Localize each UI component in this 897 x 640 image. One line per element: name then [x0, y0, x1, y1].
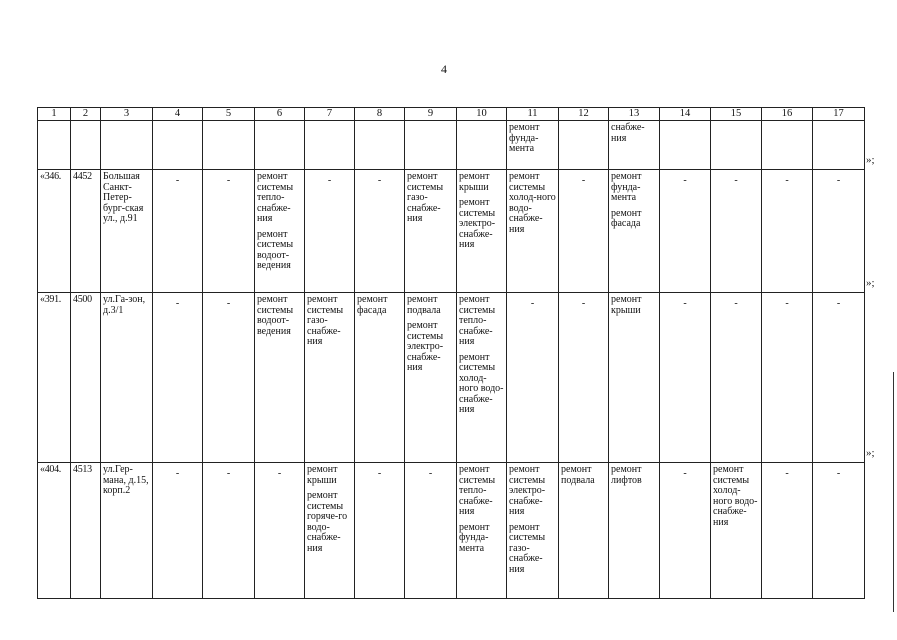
table-cell [101, 121, 153, 170]
cell-text: ремонт системы газо-снабже-ния [407, 171, 444, 224]
table-cell [355, 121, 405, 170]
cell-text: ул.Га-зон, д.3/1 [103, 294, 146, 316]
column-header: 3 [101, 108, 153, 121]
cell-text: 4500 [73, 294, 92, 305]
column-header: 6 [255, 108, 305, 121]
table-row [38, 293, 865, 463]
table-cell [38, 293, 71, 463]
table-cell [609, 121, 660, 170]
cell-text: 4452 [73, 171, 92, 182]
cell-text: - [683, 175, 687, 186]
table-cell [203, 170, 255, 293]
column-header: 14 [660, 108, 711, 121]
cell-text: - [836, 468, 841, 479]
cell-text: - [581, 298, 586, 309]
column-header: 2 [71, 108, 101, 121]
table-cell [305, 463, 355, 599]
cell-text: ремонт системы электро-снабже-ния [509, 464, 546, 517]
table-cell [762, 170, 813, 293]
closing-quote: »; [866, 276, 875, 289]
table-cell [457, 463, 507, 599]
table-cell [559, 293, 609, 463]
cell-text: - [377, 468, 382, 479]
column-header: 15 [711, 108, 762, 121]
table-cell [762, 463, 813, 599]
column-header: 1 [38, 108, 71, 121]
table-cell [660, 293, 711, 463]
table-cell [559, 463, 609, 599]
table-cell [305, 170, 355, 293]
closing-quote: »; [866, 446, 875, 459]
cell-text: ремонт системы водоот-ведения [257, 228, 294, 271]
cell-text: ул.Гер-мана, д.15, корп.2 [103, 464, 149, 496]
cell-text: «404. [40, 464, 62, 475]
table-cell [203, 463, 255, 599]
table-row [38, 170, 865, 293]
cell-text: - [581, 175, 586, 186]
cell-text: - [836, 298, 841, 309]
column-header: 17 [813, 108, 865, 121]
table-cell [405, 170, 457, 293]
table-cell [305, 121, 355, 170]
cell-text: ремонт фунда-мента [611, 171, 642, 203]
table-cell [255, 121, 305, 170]
cell-text: - [683, 298, 687, 309]
cell-text: ремонт системы тепло-снабже-ния [459, 294, 496, 347]
cell-text: ремонт системы горяче-го водо-снабже-ния [307, 490, 348, 554]
table-cell [101, 463, 153, 599]
table-cell [71, 463, 101, 599]
cell-text: ремонт системы электро-снабже-ния [459, 197, 496, 250]
table-cell [711, 463, 762, 599]
table-cell [660, 170, 711, 293]
cell-text: - [377, 175, 382, 186]
cell-text: ремонт системы тепло-снабже-ния [459, 464, 496, 517]
table-cell [255, 463, 305, 599]
cell-text: - [785, 468, 789, 479]
cell-text: «346. [40, 171, 62, 182]
cell-text: 4513 [73, 464, 92, 475]
column-header: 16 [762, 108, 813, 121]
table-cell [355, 293, 405, 463]
table-row [38, 121, 865, 170]
table-cell [255, 170, 305, 293]
table-cell [203, 293, 255, 463]
table-cell [38, 121, 71, 170]
table-cell [559, 170, 609, 293]
table-cell [813, 121, 865, 170]
table-cell [609, 463, 660, 599]
table-cell [762, 293, 813, 463]
table-cell [559, 121, 609, 170]
table-cell [71, 170, 101, 293]
cell-text: ремонт фасада [611, 207, 642, 229]
cell-text: ремонт системы водоот-ведения [257, 294, 294, 337]
cell-text: ремонт фунда-мента [459, 521, 490, 554]
cell-text: «391. [40, 294, 62, 305]
column-header: 4 [153, 108, 203, 121]
cell-text: Большая Санкт-Петер-бург-ская ул., д.91 [103, 171, 144, 224]
table-cell [711, 121, 762, 170]
column-header: 8 [355, 108, 405, 121]
table-cell [405, 121, 457, 170]
table-cell [457, 293, 507, 463]
cell-text: ремонт крыши [459, 171, 490, 193]
table-cell [71, 121, 101, 170]
cell-text: ремонт системы газо-снабже-ния [509, 521, 546, 575]
cell-text: ремонт системы газо-снабже-ния [307, 294, 344, 347]
cell-text: ремонт подвала [407, 294, 441, 316]
table-cell [255, 293, 305, 463]
table-cell [711, 170, 762, 293]
cell-text: ремонт фасада [357, 294, 388, 316]
cell-text: - [734, 298, 738, 309]
cell-text: ремонт системы холод-ного водо-снабже-ния [509, 171, 556, 235]
table-cell [762, 121, 813, 170]
table-cell [813, 170, 865, 293]
table-cell [101, 170, 153, 293]
column-header: 7 [305, 108, 355, 121]
table-cell [355, 170, 405, 293]
cell-text: - [785, 175, 789, 186]
cell-text: - [175, 298, 180, 309]
table-cell [813, 463, 865, 599]
table-cell [153, 463, 203, 599]
cell-text: - [226, 468, 231, 479]
table-cell [305, 293, 355, 463]
table-cell [457, 170, 507, 293]
column-header: 12 [559, 108, 609, 121]
column-header: 10 [457, 108, 507, 121]
table-cell [660, 463, 711, 599]
cell-text: - [530, 298, 535, 309]
margin-line [893, 372, 894, 612]
column-header: 11 [507, 108, 559, 121]
table-cell [711, 293, 762, 463]
cell-text: - [428, 468, 433, 479]
repair-schedule-table [37, 107, 865, 599]
table-cell [405, 293, 457, 463]
cell-text: - [683, 468, 687, 479]
table-cell [38, 170, 71, 293]
cell-text: снабже-ния [611, 122, 645, 144]
table-cell [609, 293, 660, 463]
cell-text: ремонт системы электро-снабже-ния [407, 320, 444, 373]
closing-quote: »; [866, 153, 875, 166]
cell-text: - [785, 298, 789, 309]
table-cell [38, 463, 71, 599]
table-cell [153, 293, 203, 463]
cell-text: - [836, 175, 841, 186]
column-header: 13 [609, 108, 660, 121]
cell-text: - [175, 175, 180, 186]
table-cell [101, 293, 153, 463]
table-cell [71, 293, 101, 463]
cell-text: ремонт лифтов [611, 464, 642, 486]
table-cell [507, 121, 559, 170]
cell-text: ремонт подвала [561, 464, 595, 486]
table-cell [405, 463, 457, 599]
page-number: 4 [441, 62, 447, 76]
cell-text: ремонт системы холод-ного водо-снабже-ния [459, 351, 504, 415]
table-cell [507, 293, 559, 463]
cell-text: ремонт системы тепло-снабже-ния [257, 171, 294, 224]
table-cell [813, 293, 865, 463]
cell-text: ремонт фунда-мента [509, 122, 540, 154]
header-row [38, 108, 865, 121]
cell-text: ремонт системы холод-ного водо-снабже-ния [713, 464, 758, 528]
column-header: 5 [203, 108, 255, 121]
cell-text: ремонт крыши [611, 294, 642, 316]
cell-text: ремонт крыши [307, 464, 338, 486]
table-cell [203, 121, 255, 170]
cell-text: - [226, 175, 231, 186]
cell-text: - [327, 175, 332, 186]
cell-text: - [226, 298, 231, 309]
table-cell [355, 463, 405, 599]
cell-text: - [277, 468, 282, 479]
cell-text: - [734, 175, 738, 186]
table-cell [609, 170, 660, 293]
table-cell [507, 170, 559, 293]
column-header: 9 [405, 108, 457, 121]
table-cell [153, 170, 203, 293]
table-cell [507, 463, 559, 599]
cell-text: - [175, 468, 180, 479]
table-cell [153, 121, 203, 170]
table-row [38, 463, 865, 599]
table-cell [457, 121, 507, 170]
table-cell [660, 121, 711, 170]
